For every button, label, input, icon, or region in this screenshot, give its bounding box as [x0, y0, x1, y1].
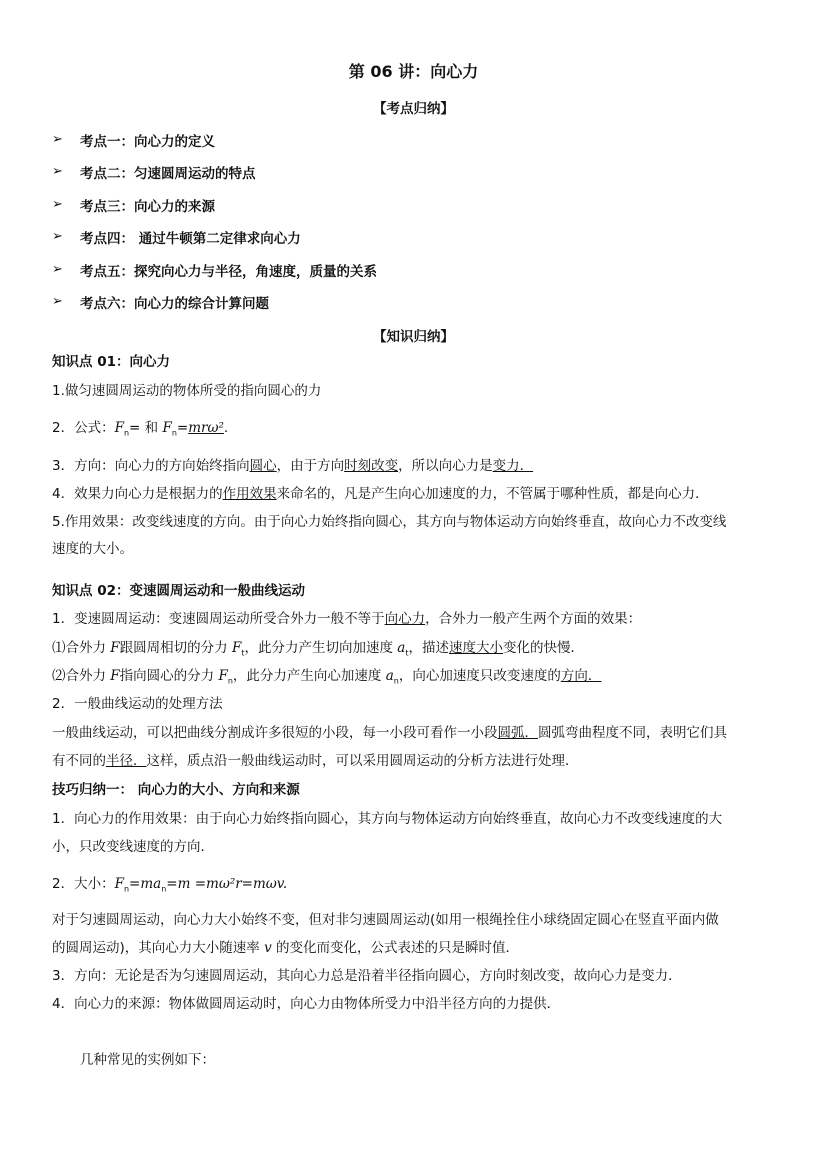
text: 圆弧弯曲程度不同，表明它们具: [538, 725, 727, 741]
kp1-line6: 速度的大小。: [52, 541, 133, 557]
formula-value: mrω²: [188, 420, 224, 436]
text: ，此分力产生向心加速度: [232, 668, 386, 684]
text: 的圆周运动)，其向心力大小随速率: [52, 940, 265, 956]
bullet-arrow-icon: ➢: [52, 164, 63, 179]
list-item: 考点五：探究向心力与半径，角速度，质量的关系: [80, 264, 377, 280]
section-heading-kaodian: 【考点归纳】: [373, 101, 454, 117]
underlined-text: 变力．: [492, 458, 534, 474]
text: 2．公式：: [52, 420, 115, 436]
formula-text: =m =mω²r=mωv.: [166, 876, 288, 892]
formula-symbol: a: [385, 668, 394, 684]
text: .: [223, 420, 229, 436]
kp1-line4: [52, 484, 709, 504]
text: 的变化而变化，公式表述的只是瞬时值．: [271, 940, 519, 956]
text: ，由于方向: [276, 458, 345, 474]
skill-formula-line: [52, 874, 287, 900]
text: ，描述: [408, 640, 449, 656]
underlined-text: 作用效果: [222, 486, 277, 502]
formula-symbol: F: [110, 640, 120, 656]
skill-line2: 小，只改变线速度的方向．: [52, 839, 214, 855]
text: 指向圆心的分力: [119, 668, 219, 684]
skill-line5: [52, 938, 519, 958]
text: ，合外力一般产生两个方面的效果：: [425, 611, 642, 627]
kp1-line1: 1.做匀速圆周运动的物体所受的指向圆心的力: [52, 383, 322, 399]
subscript: n: [161, 884, 167, 894]
kp1-line3: [52, 456, 533, 476]
text: 跟圆周相切的分力: [119, 640, 232, 656]
kp2-line1: [52, 609, 641, 629]
text: ⑵合外力: [52, 668, 111, 684]
underlined-text: 方向．: [560, 668, 602, 684]
kp2-line5: [52, 723, 727, 743]
subscript: n: [123, 884, 130, 894]
bullet-arrow-icon: ➢: [52, 262, 63, 277]
formula-text: =ma: [129, 876, 162, 892]
kp1-formula-line: [52, 418, 228, 444]
subscript: n: [227, 676, 233, 686]
text: 一般曲线运动，可以把曲线分割成许多很短的小段，每一小段可看作一小段: [52, 725, 498, 741]
subscript: n: [393, 676, 399, 686]
subscript: n: [171, 428, 177, 438]
formula-symbol: F: [114, 876, 124, 892]
text: 3．方向：向心力的方向始终指向: [52, 458, 250, 474]
text: ⑴合外力: [52, 640, 111, 656]
text: = 和: [129, 420, 163, 436]
kp2-line3: [52, 666, 601, 692]
formula-symbol: v: [264, 940, 272, 956]
examples-intro: 几种常见的实例如下：: [80, 1052, 215, 1068]
kp2-line4: 2．一般曲线运动的处理方法: [52, 696, 223, 712]
bullet-arrow-icon: ➢: [52, 294, 63, 309]
list-item: 考点二：匀速圆周运动的特点: [80, 166, 256, 182]
kp2-line6: [52, 751, 579, 771]
text: 有不同的: [52, 753, 106, 769]
underlined-text: 半径．: [106, 753, 147, 769]
underlined-text: 速度大小: [448, 640, 503, 656]
list-item: 考点三：向心力的来源: [80, 199, 215, 215]
subscript: t: [241, 648, 245, 658]
formula-symbol: F: [162, 420, 172, 436]
text: 4．效果力向心力是根据力的: [52, 486, 223, 502]
skill-heading: 技巧归纳一： 向心力的大小、方向和来源: [52, 782, 300, 798]
text: 这样，质点沿一般曲线运动时，可以采用圆周运动的分析方法进行处理．: [146, 753, 579, 769]
kp2-line2: [52, 638, 584, 664]
bullet-arrow-icon: ➢: [52, 229, 63, 244]
formula-symbol: F: [114, 420, 124, 436]
kp2-heading: 知识点 02：变速圆周运动和一般曲线运动: [52, 583, 305, 599]
subscript: t: [405, 648, 409, 658]
list-item: 考点一：向心力的定义: [80, 134, 215, 150]
text: 1．变速圆周运动：变速圆周运动所受合外力一般不等于: [52, 611, 385, 627]
skill-line4: 对于匀速圆周运动，向心力大小始终不变，但对非匀速圆周运动(如用一根绳拴住小球绕固定圆心在竖直平面内做: [52, 912, 719, 928]
list-item: 考点四： 通过牛顿第二定律求向心力: [80, 231, 301, 247]
formula-symbol: F: [231, 640, 242, 656]
formula-symbol: a: [397, 640, 406, 656]
text: ，此分力产生切向加速度: [244, 640, 398, 656]
bullet-arrow-icon: ➢: [52, 132, 63, 147]
list-item: 考点六：向心力的综合计算问题: [80, 296, 269, 312]
text: 来命名的，凡是产生向心加速度的力，不管属于哪种性质，都是向心力．: [276, 486, 709, 502]
formula-symbol: F: [218, 668, 228, 684]
text: ，所以向心力是: [398, 458, 493, 474]
skill-line7: 4．向心力的来源：物体做圆周运动时，向心力由物体所受力中沿半径方向的力提供．: [52, 996, 561, 1012]
underlined-text: 时刻改变: [344, 458, 399, 474]
text: ，向心加速度只改变速度的: [398, 668, 561, 684]
section-heading-zhishi: 【知识归纳】: [373, 329, 454, 345]
text: =: [176, 420, 189, 436]
text: 变化的快慢．: [502, 640, 584, 656]
skill-line1: 1．向心力的作用效果：由于向心力始终指向圆心，其方向与物体运动方向始终垂直，故向心力不改变线速度的大: [52, 811, 723, 827]
kp1-line5: 5.作用效果：改变线速度的方向。由于向心力始终指向圆心，其方向与物体运动方向始终垂直，故向心力不改变线: [52, 514, 727, 530]
skill-line6: 3．方向：无论是否为匀速圆周运动，其向心力总是沿着半径指向圆心，方向时刻改变，故向心力是变力．: [52, 968, 682, 984]
underlined-text: 圆心: [249, 458, 277, 474]
formula-symbol: F: [110, 668, 120, 684]
underlined-text: 圆弧．: [497, 725, 538, 741]
bullet-arrow-icon: ➢: [52, 197, 63, 212]
kp1-heading: 知识点 01：向心力: [52, 354, 170, 370]
text: 2．大小：: [52, 876, 115, 892]
subscript: n: [123, 428, 130, 438]
page-title: 第 06 讲：向心力: [348, 62, 479, 81]
underlined-text: 向心力: [384, 611, 426, 627]
